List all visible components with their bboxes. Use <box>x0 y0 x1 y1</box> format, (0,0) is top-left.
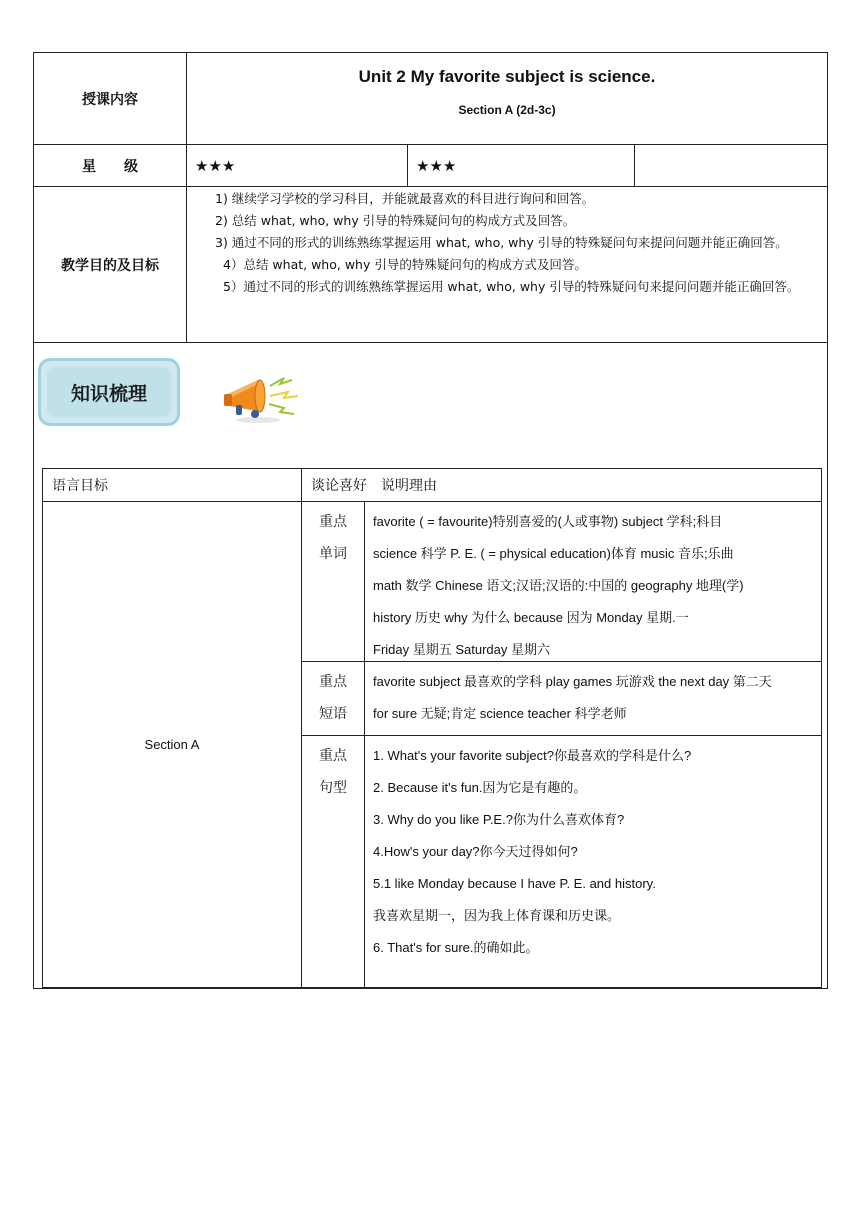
goal-item: 2) 总结 what, who, why 引导的特殊疑问句的构成方式及回答。 <box>215 213 576 228</box>
level-stars-3 <box>635 145 827 186</box>
megaphone-icon <box>222 372 302 424</box>
content-row <box>34 53 827 145</box>
text-line: Friday 星期五 Saturday 星期六 <box>373 642 550 657</box>
text-line: favorite ( = favourite)特别喜爱的(人或事物) subject 学科;科目 <box>373 514 723 529</box>
text-line: 3. Why do you like P.E.?你为什么喜欢体育? <box>373 812 625 827</box>
topic-header: 谈论喜好 说明理由 <box>311 478 437 494</box>
section-label: Section A <box>43 502 302 987</box>
key-words-text <box>365 502 821 666</box>
key-phrases-label: 重点 短语 <box>302 662 365 735</box>
key-sentences-text <box>365 736 821 964</box>
key-words-label: 重点 单词 <box>302 502 365 661</box>
level-label: 星 级 <box>34 145 187 186</box>
page-title: Unit 2 My favorite subject is science. <box>358 67 656 86</box>
key-phrases-text <box>365 662 821 730</box>
content-label: 授课内容 <box>34 53 187 144</box>
page-subtitle: Section A (2d-3c) <box>458 103 556 117</box>
goals-list <box>187 187 827 342</box>
text-line: 1. What's your favorite subject?你最喜欢的学科是什么? <box>373 748 692 763</box>
text-line: 2. Because it's fun.因为它是有趣的。 <box>373 780 587 795</box>
text-line: for sure 无疑;肯定 science teacher 科学老师 <box>373 706 627 721</box>
goal-item: 4）总结 what, who, why 引导的特殊疑问句的构成方式及回答。 <box>223 257 587 272</box>
text-line: science 科学 P. E. ( = physical education)体育 music 音乐;乐曲 <box>373 546 734 561</box>
level-stars-1: ★★★ <box>187 145 408 186</box>
goals-row <box>34 187 827 343</box>
language-goal-header: 语言目标 <box>43 469 302 501</box>
text-line: 5.1 like Monday because I have P. E. and history. <box>373 876 656 891</box>
key-phrases-block <box>302 662 821 736</box>
knowledge-table-header <box>43 469 821 502</box>
knowledge-badge <box>38 358 180 426</box>
key-words-block <box>302 502 821 662</box>
goal-item: 1) 继续学习学校的学习科目，并能就最喜欢的科目进行询问和回答。 <box>215 191 595 206</box>
title-cell <box>187 53 827 144</box>
key-sentences-label: 重点 句型 <box>302 736 365 987</box>
goal-item: 3) 通过不同的形式的训练熟练掌握运用 what, who, why 引导的特殊疑问句来提问问题并能正确回答。 <box>215 235 788 250</box>
knowledge-table <box>42 468 822 988</box>
text-line: math 数学 Chinese 语文;汉语;汉语的:中国的 geography 地理(学) <box>373 578 744 593</box>
goals-label: 教学目的及目标 <box>34 187 187 342</box>
text-line: 我喜欢星期一，因为我上体育课和历史课。 <box>373 908 621 923</box>
knowledge-badge-label: 知识梳理 <box>47 367 171 417</box>
text-line: 4.How's your day?你今天过得如何? <box>373 844 578 859</box>
level-stars-2: ★★★ <box>408 145 635 186</box>
text-line: 6. That's for sure.的确如此。 <box>373 940 539 955</box>
key-sentences-block <box>302 736 821 987</box>
level-row <box>34 145 827 187</box>
goal-item: 5）通过不同的形式的训练熟练掌握运用 what, who, why 引导的特殊疑问句来提问问题并能正确回答。 <box>223 279 800 294</box>
text-line: history 历史 why 为什么 because 因为 Monday 星期.一 <box>373 610 689 625</box>
text-line: favorite subject 最喜欢的学科 play games 玩游戏 the next day 第二天 <box>373 674 772 689</box>
